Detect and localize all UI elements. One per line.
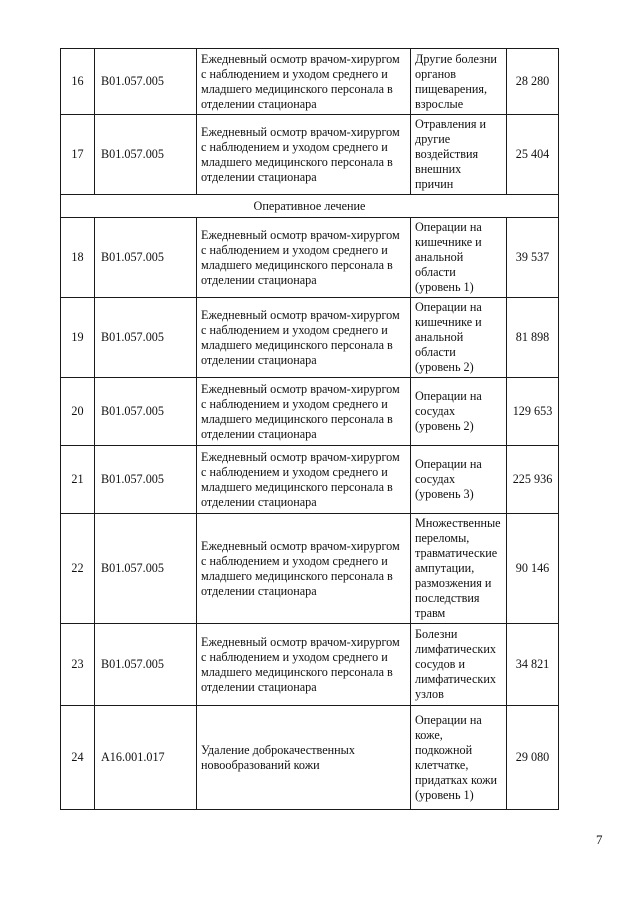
price-value: 29 080 — [507, 706, 559, 810]
price-table — [60, 48, 559, 810]
clinical-group: Множественные переломы, травматические ампутации, размозжения и последствия травм — [411, 514, 507, 624]
service-code: B01.057.005 — [95, 624, 197, 706]
service-name: Ежедневный осмотр врачом-хирургом с наблюдением и уходом среднего и младшего медицинского персонала в отделении стационара — [197, 446, 411, 514]
table-row — [61, 514, 559, 624]
price-value: 81 898 — [507, 298, 559, 378]
table-row — [61, 49, 559, 115]
table-row — [61, 115, 559, 195]
table-row — [61, 706, 559, 810]
service-name: Ежедневный осмотр врачом-хирургом с наблюдением и уходом среднего и младшего медицинского персонала в отделении стационара — [197, 298, 411, 378]
row-number: 24 — [61, 706, 95, 810]
clinical-group: Операции на кишечнике и анальной области (уровень 2) — [411, 298, 507, 378]
price-value: 25 404 — [507, 115, 559, 195]
price-value: 90 146 — [507, 514, 559, 624]
page-number: 7 — [596, 832, 603, 847]
service-code: A16.001.017 — [95, 706, 197, 810]
price-value: 225 936 — [507, 446, 559, 514]
price-value: 39 537 — [507, 218, 559, 298]
service-code: B01.057.005 — [95, 49, 197, 115]
table-row — [61, 298, 559, 378]
row-number: 20 — [61, 378, 95, 446]
price-value: 28 280 — [507, 49, 559, 115]
service-code: B01.057.005 — [95, 218, 197, 298]
row-number: 17 — [61, 115, 95, 195]
service-name: Удаление доброкачественных новообразований кожи — [197, 706, 411, 810]
table-body-before-section — [61, 49, 559, 218]
service-code: B01.057.005 — [95, 378, 197, 446]
service-name: Ежедневный осмотр врачом-хирургом с наблюдением и уходом среднего и младшего медицинского персонала в отделении стационара — [197, 49, 411, 115]
row-number: 21 — [61, 446, 95, 514]
service-name: Ежедневный осмотр врачом-хирургом с наблюдением и уходом среднего и младшего медицинского персонала в отделении стационара — [197, 378, 411, 446]
table-body-operative — [61, 218, 559, 810]
service-name: Ежедневный осмотр врачом-хирургом с наблюдением и уходом среднего и младшего медицинского персонала в отделении стационара — [197, 624, 411, 706]
service-name: Ежедневный осмотр врачом-хирургом с наблюдением и уходом среднего и младшего медицинского персонала в отделении стационара — [197, 218, 411, 298]
section-row — [61, 195, 559, 218]
clinical-group: Операции на коже, подкожной клетчатке, придатках кожи (уровень 1) — [411, 706, 507, 810]
section-title: Оперативное лечение — [61, 195, 559, 218]
service-code: B01.057.005 — [95, 298, 197, 378]
service-code: B01.057.005 — [95, 115, 197, 195]
table-row — [61, 446, 559, 514]
price-value: 129 653 — [507, 378, 559, 446]
row-number: 16 — [61, 49, 95, 115]
clinical-group: Операции на сосудах (уровень 2) — [411, 378, 507, 446]
table-row — [61, 218, 559, 298]
row-number: 19 — [61, 298, 95, 378]
clinical-group: Операции на сосудах (уровень 3) — [411, 446, 507, 514]
service-name: Ежедневный осмотр врачом-хирургом с наблюдением и уходом среднего и младшего медицинского персонала в отделении стационара — [197, 514, 411, 624]
clinical-group: Операции на кишечнике и анальной области (уровень 1) — [411, 218, 507, 298]
clinical-group: Болезни лимфатических сосудов и лимфатических узлов — [411, 624, 507, 706]
table-row — [61, 378, 559, 446]
row-number: 22 — [61, 514, 95, 624]
row-number: 18 — [61, 218, 95, 298]
table-row — [61, 624, 559, 706]
row-number: 23 — [61, 624, 95, 706]
service-name: Ежедневный осмотр врачом-хирургом с наблюдением и уходом среднего и младшего медицинского персонала в отделении стационара — [197, 115, 411, 195]
price-value: 34 821 — [507, 624, 559, 706]
service-code: B01.057.005 — [95, 446, 197, 514]
clinical-group: Отравления и другие воздействия внешних причин — [411, 115, 507, 195]
clinical-group: Другие болезни органов пищеварения, взрослые — [411, 49, 507, 115]
service-code: B01.057.005 — [95, 514, 197, 624]
